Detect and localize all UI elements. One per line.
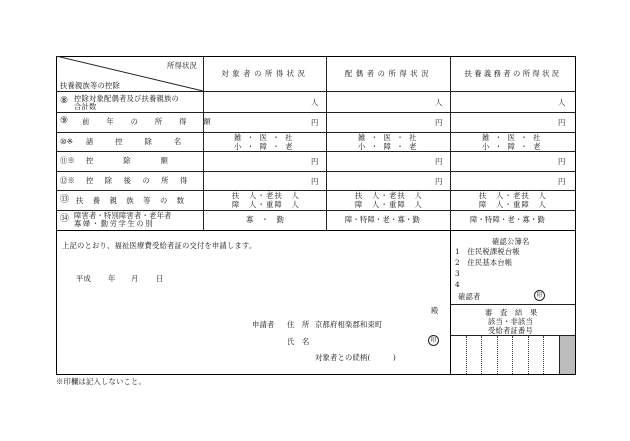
cert-number-label: 受給者証番号 [488,326,533,335]
row14-cat-supporter: 障・特障・老・寡・勤 [470,215,545,224]
row14-num: ⑭ [60,214,70,224]
header-status-label: 所得状況 [167,61,197,70]
col-title-supporter-text: 扶養義務者の所得状況 [464,69,562,78]
row10-kinds-spouse [350,133,430,151]
row10-kinds-supporter-line2: 小・障・老 [482,142,546,151]
row12-unit-target: 円 [311,177,319,186]
cert-box-divider-4 [512,336,513,374]
applicant-label: 申請者 [252,320,275,329]
row14-cat-target: 寡・勤 [246,215,292,224]
cert-box-shaded [560,336,575,374]
row8-label-line2: 合計数 [74,102,97,111]
table-bottom-border [56,374,576,375]
row12-unit-spouse: 円 [435,177,443,186]
cert-number-line [450,335,576,336]
row13-deps-target-line1: 扶 人・老扶 人 [232,191,300,200]
confirmer-seal-mark: 印 [534,290,545,301]
row-line-7 [56,230,576,231]
row13-label: 扶養親族等の数 [76,196,194,205]
row13-deps-supporter [459,191,567,209]
confirm-title: 確認公簿名 [492,237,530,246]
confirmer-label: 確認者 [458,292,481,301]
row10-kinds-supporter-line1: 雑・医・社 [482,133,546,142]
row10-kinds-spouse-line1: 雑・医・社 [358,133,422,142]
col-title-spouse-text: 配偶者の所得状況 [344,69,433,78]
cert-box-divider-2 [481,336,482,374]
col-title-supporter [451,56,575,91]
row9-unit-supporter: 円 [558,118,566,127]
row13-deps-spouse-line1: 扶 人・老扶 人 [355,191,423,200]
date-day: 日 [156,274,164,283]
row13-deps-target-line2: 障 人・重障 人 [232,200,300,209]
row9-label: 前年の所得額 [82,117,228,126]
row8-unit-spouse: 人 [435,98,443,107]
application-text: 上記のとおり、福祉医療費受給者証の交付を申請します。 [62,241,257,250]
review-top-line [450,304,576,305]
row10-label: 諸控除名 [86,137,204,146]
row13-deps-spouse [335,191,443,209]
row12-num: ⑫※ [60,176,75,185]
row10-kinds-supporter [474,133,554,151]
date-year: 年 [108,274,116,283]
row12-label: 控除後の所得 [86,176,199,185]
row-line-1 [56,112,576,113]
col-title-spouse [327,56,450,91]
relation-label: 対象者との続柄( ) [315,353,397,362]
cert-box-divider-5 [528,336,529,374]
row8-label-line1: 控除対象配偶者及び扶養親族の [74,94,179,103]
header-deps-label: 扶養親族等の控除 [60,81,120,90]
row14-label-line1: 障害者・特別障害者・老年者 [74,211,172,220]
confirm-left-border [450,230,451,375]
applicant-seal-mark: 印 [428,335,439,346]
confirm-item-2: 2 住民基本台帳 [455,258,513,267]
row10-num: ⑩※ [60,137,74,146]
footnote: ※印欄は記入しないこと。 [56,377,146,386]
row11-num: ⑪※ [60,156,75,165]
row13-deps-target [212,191,320,209]
col-title-target [204,56,326,91]
row14-cat-spouse: 障・特障・老・寡・勤 [345,215,420,224]
row13-deps-supporter-line1: 扶 人・老扶 人 [479,191,547,200]
address-value: 京都府相楽郡和束町 [315,320,383,329]
date-month: 月 [131,274,139,283]
col-title-target-text: 対象者の所得状況 [221,69,309,78]
row11-unit-spouse: 円 [435,157,443,166]
confirm-item-4: 4 [455,280,460,289]
confirm-item-1: 1 住民税課税台帳 [455,247,520,256]
row9-num: ⑨ [60,116,69,126]
row10-kinds-spouse-line2: 小・障・老 [358,142,422,151]
table-right-border [575,56,576,375]
row11-unit-target: 円 [311,157,319,166]
row13-deps-spouse-line2: 障 人・重障 人 [355,200,423,209]
row10-kinds-target-line2: 小・障・老 [234,142,298,151]
date-era: 平成 [76,274,91,283]
row11-label: 控除額 [86,156,198,165]
cert-box-divider-1 [466,336,467,374]
row9-unit-spouse: 円 [435,118,443,127]
table-left-border [56,56,57,375]
cert-box-divider-6 [543,336,544,374]
review-title: 審 査 結 果 [485,308,538,317]
row12-unit-supporter: 円 [558,177,566,186]
row-line-3 [56,151,576,152]
name-label: 氏 名 [287,337,310,346]
review-result: 該当・非該当 [488,317,533,326]
row8-unit-target: 人 [311,98,319,107]
row13-deps-supporter-line2: 障 人・重障 人 [479,200,547,209]
confirm-item-3: 3 [455,269,460,278]
row11-unit-supporter: 円 [558,157,566,166]
row10-kinds-target [226,133,306,151]
row8-unit-supporter: 人 [558,98,566,107]
row14-label-line2: 寡婦・勤労学生の別 [74,219,155,228]
address-label: 住 所 [287,320,310,329]
cert-box-divider-3 [497,336,498,374]
row10-kinds-target-line1: 雑・医・社 [234,133,298,142]
row9-unit-target: 円 [311,118,319,127]
addressee: 殿 [431,306,439,315]
row-line-4 [56,171,576,172]
row8-num: ⑧ [60,96,69,106]
row13-num: ⑬ [60,195,70,205]
